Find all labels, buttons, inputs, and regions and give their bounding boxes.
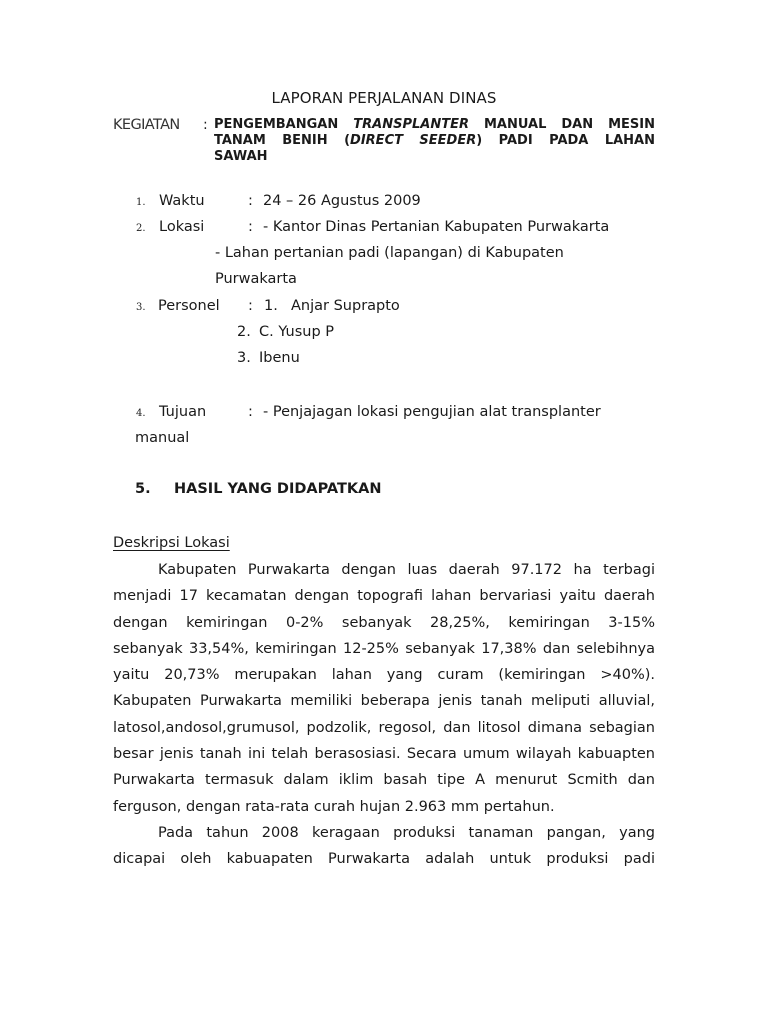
paragraph-produksi [113, 820, 655, 873]
kegiatan-italic-term: DIRECT SEEDER [350, 133, 477, 148]
paragraph-line: yaitu 20,73% merupakan lahan yang curam (kemiringan >40%). [113, 667, 655, 684]
item-value-waktu: 24 – 26 Agustus 2009 [263, 193, 421, 209]
item-number: 3. [136, 302, 146, 313]
item-label-tujuan: Tujuan [159, 404, 207, 420]
paragraph-line: Pada tahun 2008 keragaan produksi tanaman pangan, yang [158, 825, 655, 841]
personnel-number: 1. [264, 298, 278, 314]
personnel-number: 3. [237, 350, 251, 366]
item-value-lokasi-2: - Lahan pertanian padi (lapangan) di Kabupaten [215, 245, 564, 261]
paragraph-line: dicapai oleh kabuapaten Purwakarta adalah untuk produksi padi [113, 851, 655, 868]
item-colon: : [248, 404, 253, 420]
paragraph-line: dengan kemiringan 0-2% sebanyak 28,25%, kemiringan 3-15% [113, 614, 655, 631]
paragraph-line: sebanyak 33,54%, kemiringan 12-25% sebanyak 17,38% dan selebihnya [113, 640, 655, 657]
personnel-name: Ibenu [259, 350, 300, 366]
kegiatan-text-part: TANAM BENIH ( [214, 133, 351, 148]
item-colon: : [248, 193, 253, 209]
paragraph-line: Purwakarta termasuk dalam iklim basah tipe A menurut Scmith dan [113, 772, 655, 789]
item-number: 2. [136, 223, 146, 234]
item-value-tujuan-2: manual [135, 430, 190, 446]
kegiatan-line-3: SAWAH [214, 149, 268, 164]
paragraph-deskripsi [113, 557, 655, 820]
personnel-number: 2. [237, 324, 251, 340]
item-value-tujuan: - Penjajagan lokasi pengujian alat transplanter [263, 404, 601, 420]
paragraph-line: besar jenis tanah ini telah berasosiasi. Secara umum wilayah kabuapten [113, 746, 655, 763]
item-colon: : [248, 298, 253, 314]
personnel-name: C. Yusup P [259, 324, 335, 340]
kegiatan-text-part: PENGEMBANGAN [214, 117, 339, 132]
item-number: 1. [136, 197, 146, 208]
paragraph-line: latosol,andosol,grumusol, podzolik, regosol, dan litosol dimana sebagian [113, 719, 655, 736]
kegiatan-text-part: ) PADI PADA LAHAN [476, 133, 655, 148]
kegiatan-text [214, 117, 655, 165]
item-colon: : [248, 219, 253, 235]
item-label-personel: Personel [158, 298, 220, 314]
item-value-lokasi-3: Purwakarta [215, 271, 297, 287]
paragraph-line: Kabupaten Purwakarta dengan luas daerah 97.172 ha terbagi [158, 562, 655, 578]
kegiatan-colon: : [203, 117, 208, 133]
item-value-lokasi-1: - Kantor Dinas Pertanian Kabupaten Purwakarta [263, 219, 610, 235]
kegiatan-label: KEGIATAN [113, 117, 180, 133]
paragraph-line: Kabupaten Purwakarta memiliki beberapa jenis tanah meliputi alluvial, [113, 693, 655, 710]
item-label-waktu: Waktu [159, 193, 205, 209]
section-heading-text: HASIL YANG DIDAPATKAN [174, 481, 382, 497]
kegiatan-line-2 [214, 133, 655, 149]
item-label-lokasi: Lokasi [159, 219, 205, 235]
section-heading [135, 481, 381, 497]
item-number: 4. [136, 408, 146, 419]
section-number: 5. [135, 481, 151, 497]
document-title: LAPORAN PERJALANAN DINAS [271, 89, 497, 107]
subheading-deskripsi-lokasi: Deskripsi Lokasi [113, 535, 230, 551]
kegiatan-line-1 [214, 117, 655, 133]
paragraph-line: ferguson, dengan rata-rata curah hujan 2.963 mm pertahun. [113, 798, 555, 815]
personnel-name: Anjar Suprapto [291, 298, 400, 314]
paragraph-line: menjadi 17 kecamatan dengan topografi lahan bervariasi yaitu daerah [113, 588, 655, 605]
kegiatan-italic-term: TRANSPLANTER [353, 117, 469, 132]
kegiatan-text-part: MANUAL DAN MESIN [483, 117, 656, 132]
